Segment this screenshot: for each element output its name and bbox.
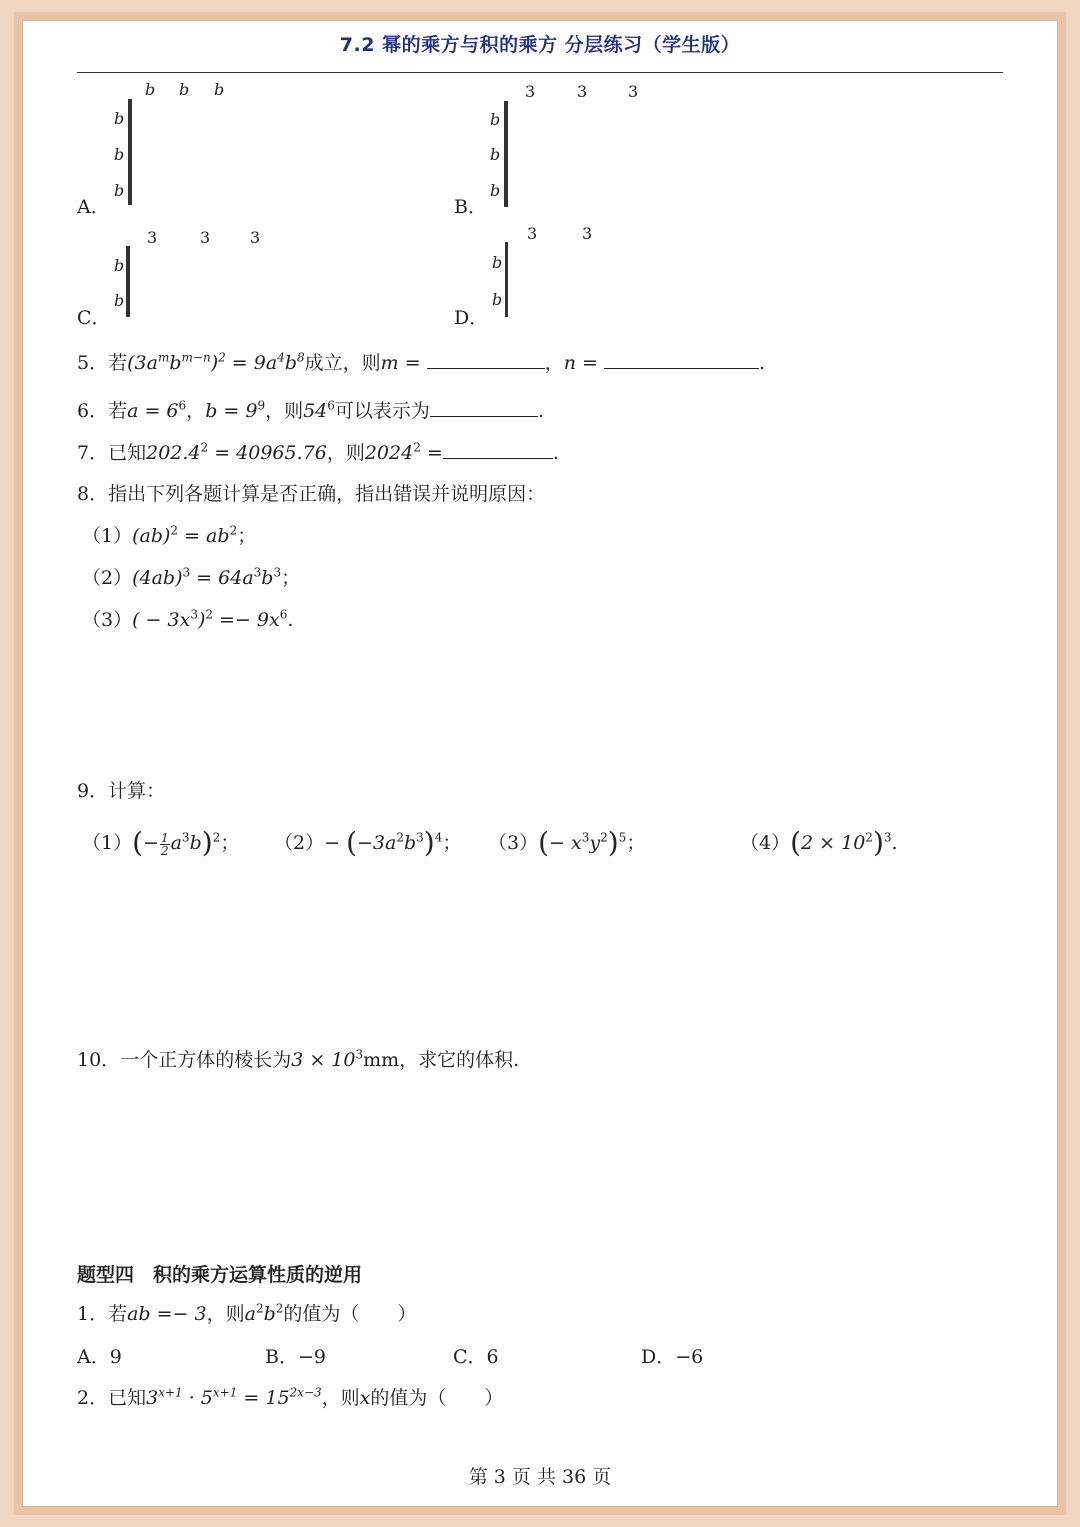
option-a-side-label: b [114, 109, 125, 128]
header-divider [77, 72, 1003, 73]
option-a-top-label: b [179, 80, 190, 99]
option-d-side-label: b [492, 253, 503, 272]
option-d-top-label: 3 [527, 224, 538, 243]
answer-blank[interactable] [430, 398, 538, 417]
page-footer: 第 3 页 共 36 页 [468, 1466, 612, 1488]
option-b-side-label: b [490, 145, 501, 164]
question-6: 6．若$a = 6^6$，$b = 9^9$，则$54^6$可以表示为 . [77, 398, 544, 422]
option-c-top-label: 3 [250, 228, 261, 247]
option-b-side-label: b [490, 110, 501, 129]
question-9-item: （1）(− $\frac{1}{2}$ $a^3b)^2$； [82, 826, 240, 859]
choice-c[interactable]: C．6 [453, 1346, 499, 1368]
page-title: 7.2 幂的乘方与积的乘方 分层练习（学生版） [339, 34, 741, 56]
section4-question-1: 1．若ab =− 3，则$a^2b^2$的值为（ ） [77, 1301, 417, 1325]
question-10: 10．一个正方体的棱长为$3 \times 10^3mm$，求它的体积. [77, 1047, 520, 1071]
question-9: 9．计算： [77, 780, 166, 802]
option-b-top-label: 3 [577, 82, 588, 101]
option-a-letter: A． [77, 196, 110, 218]
question-9-item: $(3)(- x^3y^2)^5$； [488, 826, 646, 859]
question-9-item: $(2)- (-3a^2b^3)^4$； [274, 826, 462, 859]
answer-blank[interactable] [427, 350, 545, 369]
option-d-letter: D． [454, 307, 489, 329]
choice-b[interactable]: B．−9 [265, 1346, 326, 1368]
question-7: 7．已知$202.4^2 = 40965.76$，则$2024^2$ = . [77, 440, 559, 464]
option-d-side-label: b [492, 290, 503, 309]
option-b-grid [504, 101, 508, 207]
option-a-top-label: b [145, 80, 156, 99]
section-heading: 题型四 积的乘方运算性质的逆用 [77, 1264, 363, 1286]
option-c-letter: C． [77, 307, 111, 329]
option-b-side-label: b [490, 181, 501, 200]
question-5: 5．若$(3a^mb^{m-n})^2 = 9a^4b^8$成立，则m = ，n = . [77, 350, 765, 374]
option-c-top-label: 3 [147, 228, 158, 247]
fraction: $\frac{1}{2}$ [160, 830, 169, 858]
option-c-side-label: b [114, 256, 125, 275]
option-c-top-label: 3 [200, 228, 211, 247]
option-d-top-label: 3 [582, 224, 593, 243]
question-8: 8．指出下列各题计算是否正确，指出错误并说明原因： [77, 483, 546, 505]
option-b-top-label: 3 [628, 82, 639, 101]
option-b-top-label: 3 [525, 82, 536, 101]
option-d-grid [505, 242, 508, 317]
answer-blank[interactable] [443, 440, 553, 459]
option-a-side-label: b [114, 181, 125, 200]
option-b-letter: B． [454, 196, 487, 218]
section4-question-2: 2．已知$3^{x+1} \cdot 5^{x+1} = 15^{2x-3}$，则x的值为（ ） [77, 1385, 504, 1409]
option-c-grid [126, 246, 130, 317]
answer-blank[interactable] [604, 350, 759, 369]
option-a-side-label: b [114, 145, 125, 164]
question-8-item: $(1)(ab)^2 = ab^2$； [82, 523, 257, 547]
option-c-side-label: b [114, 291, 125, 310]
question-8-item: $(2)(4ab)^3 = 64a^3b^3$； [82, 565, 301, 589]
option-a-top-label: b [214, 80, 225, 99]
option-a-grid [128, 99, 132, 205]
choice-a[interactable]: A．9 [77, 1346, 122, 1368]
question-9-item: $(4)(2 \times 10^2)^3$. [740, 826, 898, 859]
choice-d[interactable]: D．−6 [641, 1346, 704, 1368]
question-8-item: $(3)( - 3x^3)^2 =- 9x^6$. [82, 607, 294, 631]
